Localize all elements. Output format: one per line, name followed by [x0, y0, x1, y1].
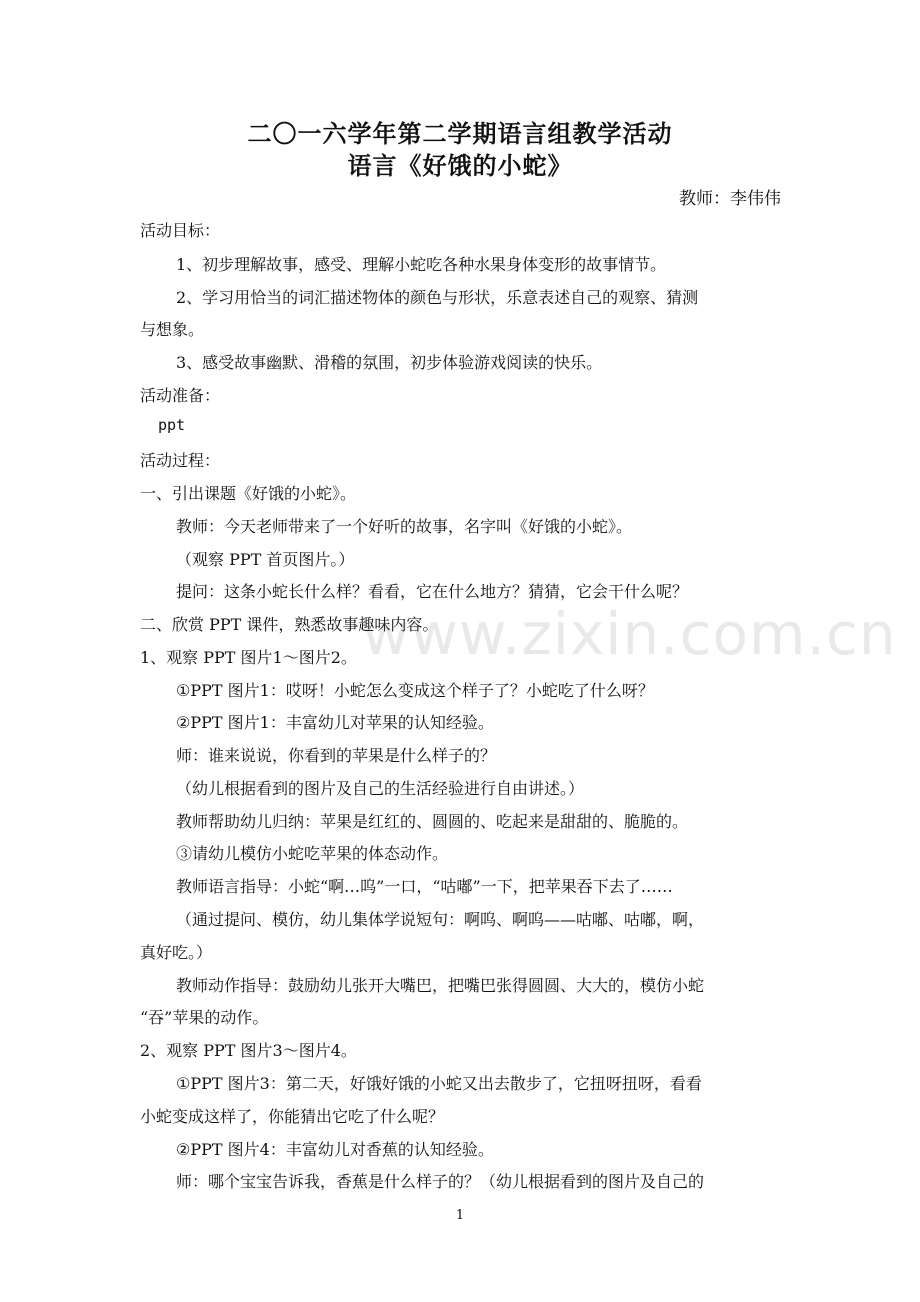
paragraph-line: ①PPT 图片3：第二天，好饿好饿的小蛇又出去散步了，它扭呀扭呀，看看 [176, 1074, 702, 1093]
paragraph-line: 1、初步理解故事，感受、理解小蛇吃各种水果身体变形的故事情节。 [176, 255, 667, 274]
paragraph-line: 教师语言指导：小蛇“啊…呜”一口，“咕嘟”一下，把苹果吞下去了…… [176, 877, 673, 896]
paragraph-line: 教师动作指导：鼓励幼儿张开大嘴巴，把嘴巴张得圆圆、大大的，模仿小蛇 [176, 976, 705, 995]
paragraph-line: 师：谁来说说，你看到的苹果是什么样子的？ [176, 746, 497, 765]
subsection-heading: 一、引出课题《好饿的小蛇》。 [140, 484, 357, 503]
author-line: 教师：李伟伟 [679, 189, 781, 209]
paragraph-line: 师：哪个宝宝告诉我，香蕉是什么样子的？（幼儿根据看到的图片及自己的 [176, 1172, 705, 1191]
section-heading-process: 活动过程： [140, 451, 221, 470]
paragraph-line: ①PPT 图片1：哎呀！小蛇怎么变成这个样子了？小蛇吃了什么呀？ [176, 681, 654, 700]
subsection-heading: 二、欣赏 PPT 课件，熟悉故事趣味内容。 [140, 615, 439, 634]
document-subtitle: 语言《好饿的小蛇》 [347, 152, 573, 180]
subsection-heading: 2、观察 PPT 图片3～图片4。 [140, 1041, 357, 1060]
paragraph-line: （观察 PPT 首页图片。） [176, 550, 355, 569]
paragraph-line: ②PPT 图片1：丰富幼儿对苹果的认知经验。 [176, 713, 494, 732]
paragraph-line: 小蛇变成这样了，你能猜出它吃了什么呢？ [140, 1107, 445, 1126]
paragraph-line: ②PPT 图片4：丰富幼儿对香蕉的认知经验。 [176, 1140, 494, 1159]
paragraph-line: 真好吃。） [140, 943, 213, 962]
page-number: 1 [455, 1208, 465, 1223]
paragraph-line: 提问：这条小蛇长什么样？看看，它在什么地方？猜猜，它会干什么呢？ [176, 582, 689, 601]
section-heading-goals: 活动目标： [140, 221, 221, 240]
paragraph-line: 教师帮助幼儿归纳：苹果是红红的、圆圆的、吃起来是甜甜的、脆脆的。 [176, 812, 689, 831]
document-title: 二〇一六学年第二学期语言组教学活动 [247, 120, 673, 148]
paragraph-line: 与想象。 [140, 320, 205, 339]
paragraph-line: （通过提问、模仿，幼儿集体学说短句：啊呜、啊呜——咕嘟、咕嘟，啊， [176, 910, 705, 929]
paragraph-line: （幼儿根据看到的图片及自己的生活经验进行自由讲述。） [176, 779, 585, 798]
paragraph-line: 3、感受故事幽默、滑稽的氛围，初步体验游戏阅读的快乐。 [176, 353, 603, 372]
paragraph-line: 教师：今天老师带来了一个好听的故事，名字叫《好饿的小蛇》。 [176, 517, 633, 536]
section-heading-preparation: 活动准备： [140, 386, 221, 405]
subsection-heading: 1、观察 PPT 图片1～图片2。 [140, 648, 357, 667]
paragraph-line: 2、学习用恰当的词汇描述物体的颜色与形状，乐意表述自己的观察、猜测 [176, 288, 699, 307]
paragraph-line: “吞”苹果的动作。 [140, 1008, 269, 1027]
watermark: www.zixin.com.cn [362, 600, 897, 668]
paragraph-line: ③请幼儿模仿小蛇吃苹果的体态动作。 [176, 844, 449, 863]
paragraph-line: ppt [158, 416, 186, 434]
